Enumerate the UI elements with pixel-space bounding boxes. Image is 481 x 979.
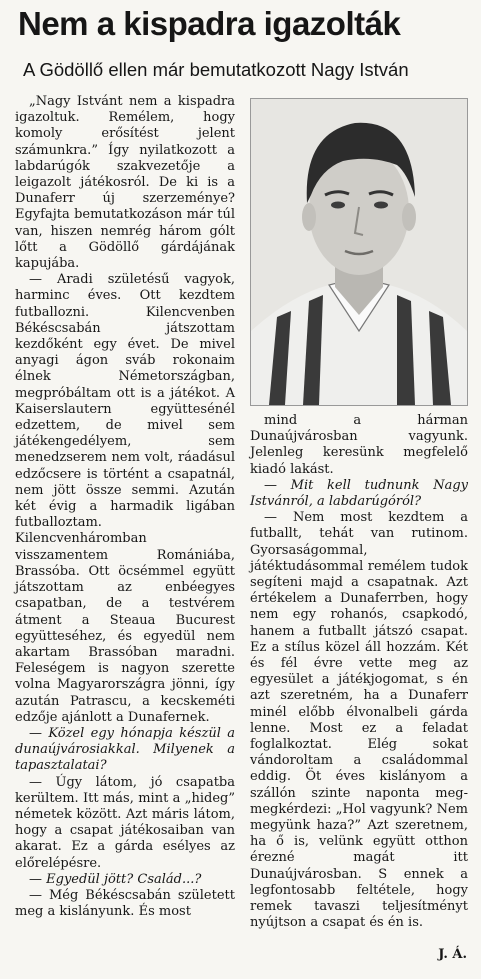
subheadline: A Gödöllő ellen már bemutatkozott Nagy István bbox=[23, 59, 409, 80]
paragraph: — Nem most kezdtem a futballt, tehát van rutinom. Gyorsaságommal, játéktudásommal remélem tudok segíteni majd a csapatnak. Azt értékelem a Dunaferrben, hogy nem egy rohanós, csapkodó, hanem a futballt játszó csapat. Ez a stílus közel áll hozzám. Két és fél évre vette meg az egyesület a játékjogomat, s én azt szeretném, ha a Dunaferr minél előbb élvonalbeli gárda lenne. Most ez a feladat foglalkoztat. Elég sokat vándoroltam a családommal eddig. Öt éves kislányom a szállón szinte naponta meg-megkérdezi: „Hol vagyunk? Nem megyünk haza?” Azt szeretnem, ha ő is, velünk együtt otthon érezné magát itt Dunaújvárosban. S ennek a legfontosabb feltétele, hogy remek tavaszi teljesítményt nyújtson a csapat és én is. bbox=[250, 510, 468, 931]
paragraph: — Egyedül jött? Család...? bbox=[29, 871, 202, 887]
paragraph: „Nagy Istvánt nem a kispadra igazoltuk. Remélem, hogy komoly erősítést jelent számunkra.” Így nyilatkozott a labdarúgók szakvezetője a leigazolt játékosról. De ki is a Dunaferr új szerzeménye? Egyfajta bemutatkozáson már túl van, hiszen nemrég három gólt lőtt a Gödöllő gárdájának kapujába. bbox=[15, 94, 235, 272]
paragraph: — Mit kell tudnunk Nagy Istvánról, a labdarúgóról? bbox=[250, 477, 468, 510]
player-photo bbox=[250, 98, 468, 406]
paragraph: mind a hárman Dunaújvárosban vagyunk. Jelenleg keresünk megfelelő kiadó lakást. bbox=[250, 413, 468, 477]
paragraph: — Úgy látom, jó csapatba kerültem. Itt más, mint a „hideg” németek között. Azt máris látom, hogy a csapat játékosaiban van akarat. Ez a gárda esélyes az előrelépésre. bbox=[15, 774, 235, 871]
article-column-left bbox=[15, 94, 235, 920]
paragraph: — Közel egy hónapja készül a dunaújvárosiakkal. Milyenek a tapasztalatai? bbox=[15, 725, 235, 774]
article-column-right bbox=[250, 413, 468, 932]
paragraph: — Aradi születésű vagyok, harminc éves. Ott kezdtem futballozni. Kilencvenben Békéscsabán játszottam kezdőként egy évet. De mivel anyagi ágon sváb rokonaim élnek Németországban, megpróbáltam ott is a játékot. A Kaiserslautern együttesénél edzettem, de mivel sem játékengedélyem, sem menedzserem nem volt, ráadásul edzőcsere is történt a csapatnál, nem jött össze semmi. Azután két évig a harmadik ligában futballoztam. Kilencvenháromban visszamentem Romániába, Brassóba. Ott öcsémmel együtt játszottam az enbéegyes csapatban, de a testvérem átment a Steaua Bucurest együtteséhez, és egyedül nem akartam Brassóban maradni. Feleségem is nagyon szerette volna Magyarországra jönni, így azután Patrascu, a kecskeméti edzője ajánlott a Dunafernek. bbox=[15, 272, 235, 725]
author-signature: J. Á. bbox=[438, 947, 467, 962]
headline: Nem a kispadra igazolták bbox=[18, 5, 401, 42]
player-portrait-image bbox=[251, 99, 467, 405]
paragraph: — Még Békéscsabán született meg a kislányunk. És most bbox=[15, 887, 235, 920]
